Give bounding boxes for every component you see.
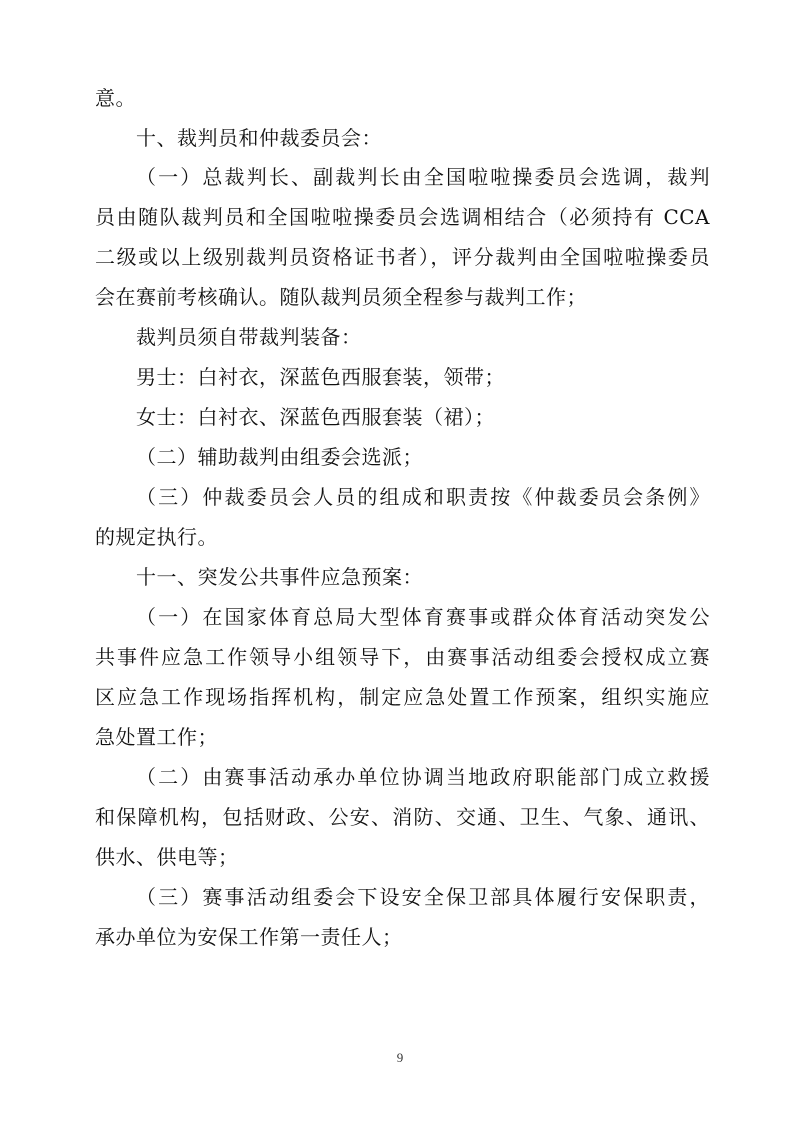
text-line: 二级或以上级别裁判员资格证书者），评分裁判由全国啦啦操委员	[95, 245, 710, 269]
text-line: 会在赛前考核确认。随队裁判员须全程参与裁判工作；	[95, 285, 587, 309]
text-line: 男士：白衬衣，深蓝色西服套装，领带；	[136, 365, 505, 389]
text-line: （一）在国家体育总局大型体育赛事或群众体育活动突发公	[136, 605, 710, 629]
text-line: （二）由赛事活动承办单位协调当地政府职能部门成立救援	[136, 765, 710, 789]
text-line: 意。	[95, 86, 136, 110]
text-line: 和保障机构，包括财政、公安、消防、交通、卫生、气象、通讯、	[95, 805, 710, 829]
text-line: 承办单位为安保工作第一责任人；	[95, 925, 403, 949]
page-number: 9	[396, 1050, 404, 1065]
text-line: （一）总裁判长、副裁判长由全国啦啦操委员会选调，裁判	[136, 165, 710, 189]
text-line: 的规定执行。	[95, 525, 218, 549]
text-line: （二）辅助裁判由组委会选派；	[136, 445, 423, 469]
text-line: 共事件应急工作领导小组领导下，由赛事活动组委会授权成立赛	[95, 645, 710, 669]
text-line: （三）仲裁委员会人员的组成和职责按《仲裁委员会条例》	[136, 485, 710, 509]
text-line: 区应急工作现场指挥机构，制定应急处置工作预案，组织实施应	[95, 685, 710, 709]
text-line: 急处置工作；	[95, 725, 218, 749]
text-line: （三）赛事活动组委会下设安全保卫部具体履行安保职责，	[136, 885, 710, 909]
section-heading: 十一、突发公共事件应急预案：	[136, 565, 423, 589]
text-line: 裁判员须自带裁判装备：	[136, 325, 362, 349]
text-line: 员由随队裁判员和全国啦啦操委员会选调相结合（必须持有 CCA	[95, 205, 710, 229]
text-line: 供水、供电等；	[95, 845, 239, 869]
text-line: 女士：白衬衣、深蓝色西服套装（裙）；	[136, 405, 495, 429]
section-heading: 十、裁判员和仲裁委员会：	[136, 126, 382, 150]
